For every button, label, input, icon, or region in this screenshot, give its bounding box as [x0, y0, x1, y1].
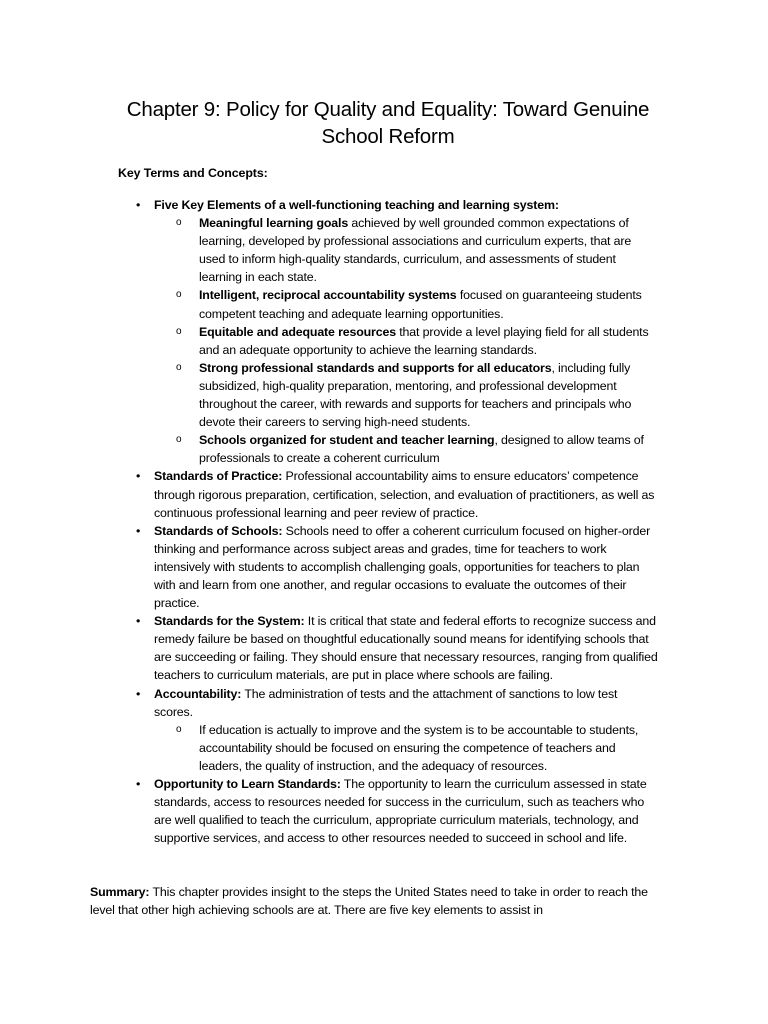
sub-item-term: Equitable and adequate resources: [199, 324, 396, 339]
key-terms-list: [118, 196, 658, 847]
sub-list-item: [176, 323, 658, 359]
sub-item-term: Intelligent, reciprocal accountability systems: [199, 288, 457, 303]
item-text: The administration of tests and the attachment of sanctions to low test scores.: [154, 686, 618, 719]
sub-item-text: , designed to allow teams of professionals to create a coherent curriculum: [199, 433, 644, 466]
item-term: Accountability:: [154, 686, 242, 701]
list-item: [136, 196, 658, 467]
sub-item-text: , including fully subsidized, high-quality preparation, mentoring, and professional development throughout the career, with rewards and supports for teachers and principals who devote their careers to serving high-need students.: [199, 360, 632, 430]
sub-list: [154, 721, 658, 775]
page-title: Chapter 9: Policy for Quality and Equality: Toward Genuine School Reform: [126, 98, 650, 148]
item-text: The opportunity to learn the curriculum assessed in state standards, access to resources needed for success in the curriculum, such as teachers who are well qualified to teach the curriculum, appropriate curriculum materials, technology, and supportive services, and access to other resources needed to succeed in school and life.: [154, 777, 647, 846]
item-text: Schools need to offer a coherent curriculum focused on higher-order thinking and performance across subject areas and grades, time for teachers to work intensively with students to accomplish challenging goals, opportunities for teachers to plan with and learn from one another, and regular occasions to evaluate the outcomes of their practice.: [154, 523, 651, 611]
item-term: Standards of Practice:: [154, 469, 283, 484]
sub-list-item: [176, 431, 658, 467]
sub-list-item: [176, 721, 658, 775]
sub-item-term: Strong professional standards and supports for all educators: [199, 360, 552, 375]
sub-item-text: that provide a level playing field for all students and an adequate opportunity to achieve the learning standards.: [199, 324, 649, 357]
list-item: [136, 467, 658, 521]
sub-list-item: [176, 359, 658, 431]
summary-label: Summary:: [90, 885, 150, 900]
item-term: Five Key Elements of a well-functioning teaching and learning system:: [154, 198, 559, 212]
list-item: [136, 685, 658, 775]
sub-list-item: [176, 286, 658, 322]
sub-item-term: Meaningful learning goals: [199, 216, 349, 231]
summary-paragraph: [90, 883, 666, 919]
item-term: Opportunity to Learn Standards:: [154, 777, 341, 791]
sub-list: [154, 214, 658, 467]
sub-item-text: achieved by well grounded common expectations of learning, developed by professional associations and curriculum experts, that are used to inform high-quality standards, curriculum, and assessments of student learning in each state.: [199, 216, 632, 285]
list-item: [136, 522, 658, 612]
item-term: Standards for the System:: [154, 614, 305, 629]
key-terms-heading: Key Terms and Concepts:: [118, 166, 268, 180]
item-term: Standards of Schools:: [154, 523, 283, 538]
sub-list-item: [176, 214, 658, 286]
sub-item-term: Schools organized for student and teacher learning: [199, 433, 495, 448]
item-text: It is critical that state and federal efforts to recognize success and remedy failure be based on thoughtful educationally sound means for identifying schools that are succeeding or failing. They should ensure that necessary resources, ranging from qualified teachers to curriculum materials, are put in place where schools are failing.: [154, 614, 658, 683]
sub-item-text: If education is actually to improve and the system is to be accountable to students, accountability should be focused on ensuring the competence of teachers and leaders, the quality of instruction, and the adequacy of resources.: [199, 722, 639, 773]
sub-item-text: focused on guaranteeing students competent teaching and adequate learning opportunities.: [199, 288, 642, 321]
summary-text: This chapter provides insight to the steps the United States need to take in order to reach the level that other high achieving schools are at. There are five key elements to assist in: [90, 885, 648, 918]
list-item: [136, 612, 658, 684]
item-text: Professional accountability aims to ensure educators’ competence through rigorous preparation, certification, selection, and evaluation of practitioners, as well as continuous professional learning and peer review of practice.: [154, 469, 655, 520]
list-item: [136, 775, 658, 847]
